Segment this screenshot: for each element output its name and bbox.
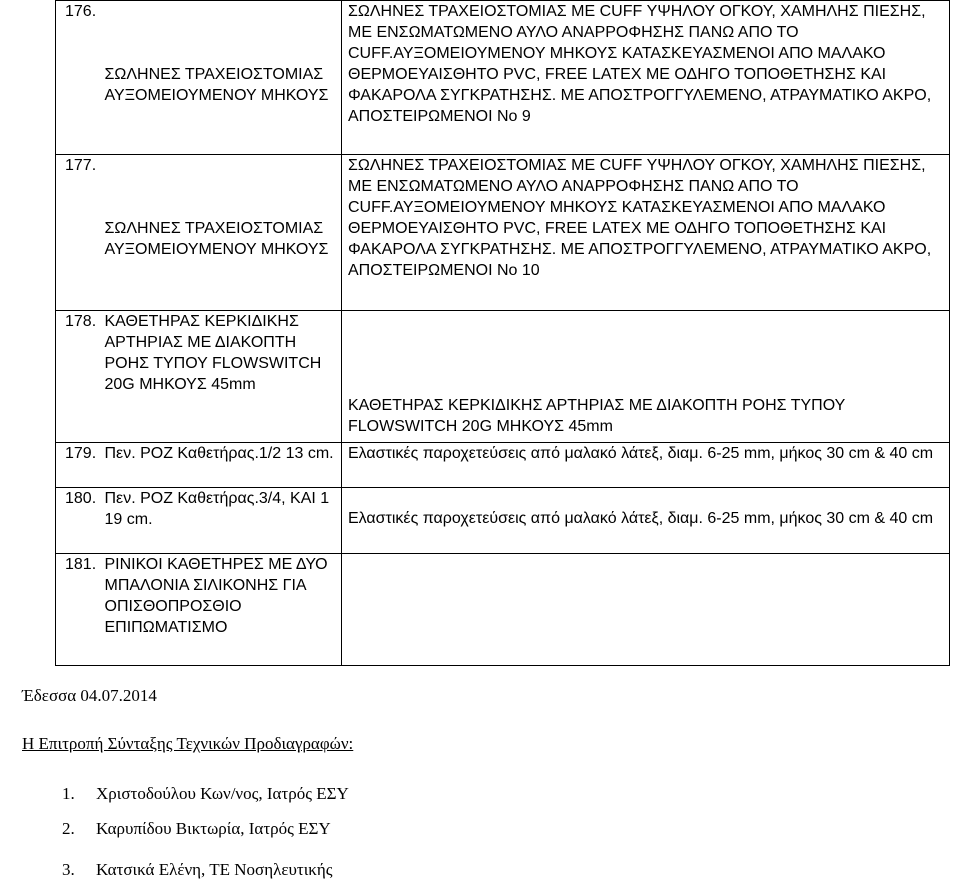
member-number: 1.: [62, 784, 75, 803]
specifications-table: [55, 0, 950, 666]
table-row: [56, 554, 950, 666]
item-name: ΣΩΛΗΝΕΣ ΤΡΑΧΕΙΟΣΤΟΜΙΑΣ ΑΥΞΟΜΕΙΟΥΜΕΝΟΥ ΜΗΚΟΥΣ: [104, 220, 329, 258]
item-name: ΡΙΝΙΚΟΙ ΚΑΘΕΤΗΡΕΣ ΜΕ ΔΥΟ ΜΠΑΛΟΝΙΑ ΣΙΛΙΚΟΝΗΣ ΓΙΑ ΟΠΙΣΘΟΠΡΟΣΘΙΟ ΕΠΙΠΩΜΑΤΙΣΜΟ: [104, 556, 328, 636]
member-number: 2.: [62, 819, 75, 838]
committee-member: [62, 819, 331, 839]
item-number: 177.: [65, 157, 97, 174]
item-description: ΚΑΘΕΤΗΡΑΣ ΚΕΡΚΙΔΙΚΗΣ ΑΡΤΗΡΙΑΣ ΜΕ ΔΙΑΚΟΠΤΗ ΡΟΗΣ ΤΥΠΟΥ FLOWSWITCH 20G ΜΗΚΟΥΣ 45mm: [348, 397, 846, 435]
item-number: 181.: [65, 556, 97, 573]
member-name: Χριστοδούλου Κων/νος, Ιατρός ΕΣΥ: [96, 784, 349, 803]
item-name: ΣΩΛΗΝΕΣ ΤΡΑΧΕΙΟΣΤΟΜΙΑΣ ΑΥΞΟΜΕΙΟΥΜΕΝΟΥ ΜΗΚΟΥΣ: [104, 66, 329, 104]
item-description: Ελαστικές παροχετεύσεις από μαλακό λάτεξ, διαμ. 6-25 mm, μήκος 30 cm & 40 cm: [348, 445, 934, 462]
table-row: [56, 443, 950, 488]
committee-member: [62, 784, 349, 804]
member-name: Καρυπίδου Βικτωρία, Ιατρός ΕΣΥ: [96, 819, 331, 838]
table-row: [56, 488, 950, 554]
document-date: Έδεσσα 04.07.2014: [22, 686, 157, 705]
item-number: 176.: [65, 3, 97, 20]
item-name: ΚΑΘΕΤΗΡΑΣ ΚΕΡΚΙΔΙΚΗΣ ΑΡΤΗΡΙΑΣ ΜΕ ΔΙΑΚΟΠΤΗ ΡΟΗΣ ΤΥΠΟΥ FLOWSWITCH 20G ΜΗΚΟΥΣ 45mm: [104, 313, 322, 393]
table-row: [56, 155, 950, 311]
item-number: 178.: [65, 313, 97, 330]
table-row: [56, 311, 950, 443]
member-number: 3.: [62, 860, 75, 879]
item-description: Ελαστικές παροχετεύσεις από μαλακό λάτεξ, διαμ. 6-25 mm, μήκος 30 cm & 40 cm: [348, 510, 934, 527]
item-number: 180.: [65, 490, 97, 507]
item-name: Πεν. ΡΟΖ Καθετήρας.3/4, ΚΑΙ 1 19 cm.: [104, 490, 330, 528]
member-name: Κατσικά Ελένη, ΤΕ Νοσηλευτικής: [96, 860, 333, 879]
item-description: ΣΩΛΗΝΕΣ ΤΡΑΧΕΙΟΣΤΟΜΙΑΣ ΜΕ CUFF ΥΨΗΛΟΥ ΟΓΚΟΥ, ΧΑΜΗΛΗΣ ΠΙΕΣΗΣ, ΜΕ ΕΝΣΩΜΑΤΩΜΕΝΟ ΑΥΛΟ ΑΝΑΡΡΟΦΗΣΗΣ ΠΑΝΩ ΑΠΟ ΤΟ CUFF.ΑΥΞΟΜΕΙΟΥΜΕΝΟΥ ΜΗΚΟΥΣ ΚΑΤΑΣΚΕΥΑΣΜΕΝΟΙ ΑΠΟ ΜΑΛΑΚΟ ΘΕΡΜΟΕΥΑΙΣΘΗΤΟ PVC, FREE LATEX ΜΕ ΟΔΗΓΟ ΤΟΠΟΘΕΤΗΣΗΣ ΚΑΙ ΦΑΚΑΡΟΛΑ ΣΥΓΚΡΑΤΗΣΗΣ. ΜΕ ΑΠΟΣΤΡΟΓΓΥΛΕΜΕΝΟ, ΑΤΡΑΥΜΑΤΙΚΟ ΑΚΡΟ, ΑΠΟΣΤΕΙΡΩΜΕΝΟΙ Νο 10: [348, 157, 932, 279]
table-row: [56, 1, 950, 155]
committee-heading: Η Επιτροπή Σύνταξης Τεχνικών Προδιαγραφών:: [22, 734, 354, 753]
item-number: 179.: [65, 445, 97, 462]
item-name: Πεν. ΡΟΖ Καθετήρας.1/2 13 cm.: [104, 445, 334, 462]
committee-member: [62, 860, 332, 880]
item-description: ΣΩΛΗΝΕΣ ΤΡΑΧΕΙΟΣΤΟΜΙΑΣ ΜΕ CUFF ΥΨΗΛΟΥ ΟΓΚΟΥ, ΧΑΜΗΛΗΣ ΠΙΕΣΗΣ, ΜΕ ΕΝΣΩΜΑΤΩΜΕΝΟ ΑΥΛΟ ΑΝΑΡΡΟΦΗΣΗΣ ΠΑΝΩ ΑΠΟ ΤΟ CUFF.ΑΥΞΟΜΕΙΟΥΜΕΝΟΥ ΜΗΚΟΥΣ ΚΑΤΑΣΚΕΥΑΣΜΕΝΟΙ ΑΠΟ ΜΑΛΑΚΟ ΘΕΡΜΟΕΥΑΙΣΘΗΤΟ PVC, FREE LATEX ΜΕ ΟΔΗΓΟ ΤΟΠΟΘΕΤΗΣΗΣ ΚΑΙ ΦΑΚΑΡΟΛΑ ΣΥΓΚΡΑΤΗΣΗΣ. ΜΕ ΑΠΟΣΤΡΟΓΓΥΛΕΜΕΝΟ, ΑΤΡΑΥΜΑΤΙΚΟ ΑΚΡΟ, ΑΠΟΣΤΕΙΡΩΜΕΝΟΙ Νο 9: [348, 3, 932, 125]
